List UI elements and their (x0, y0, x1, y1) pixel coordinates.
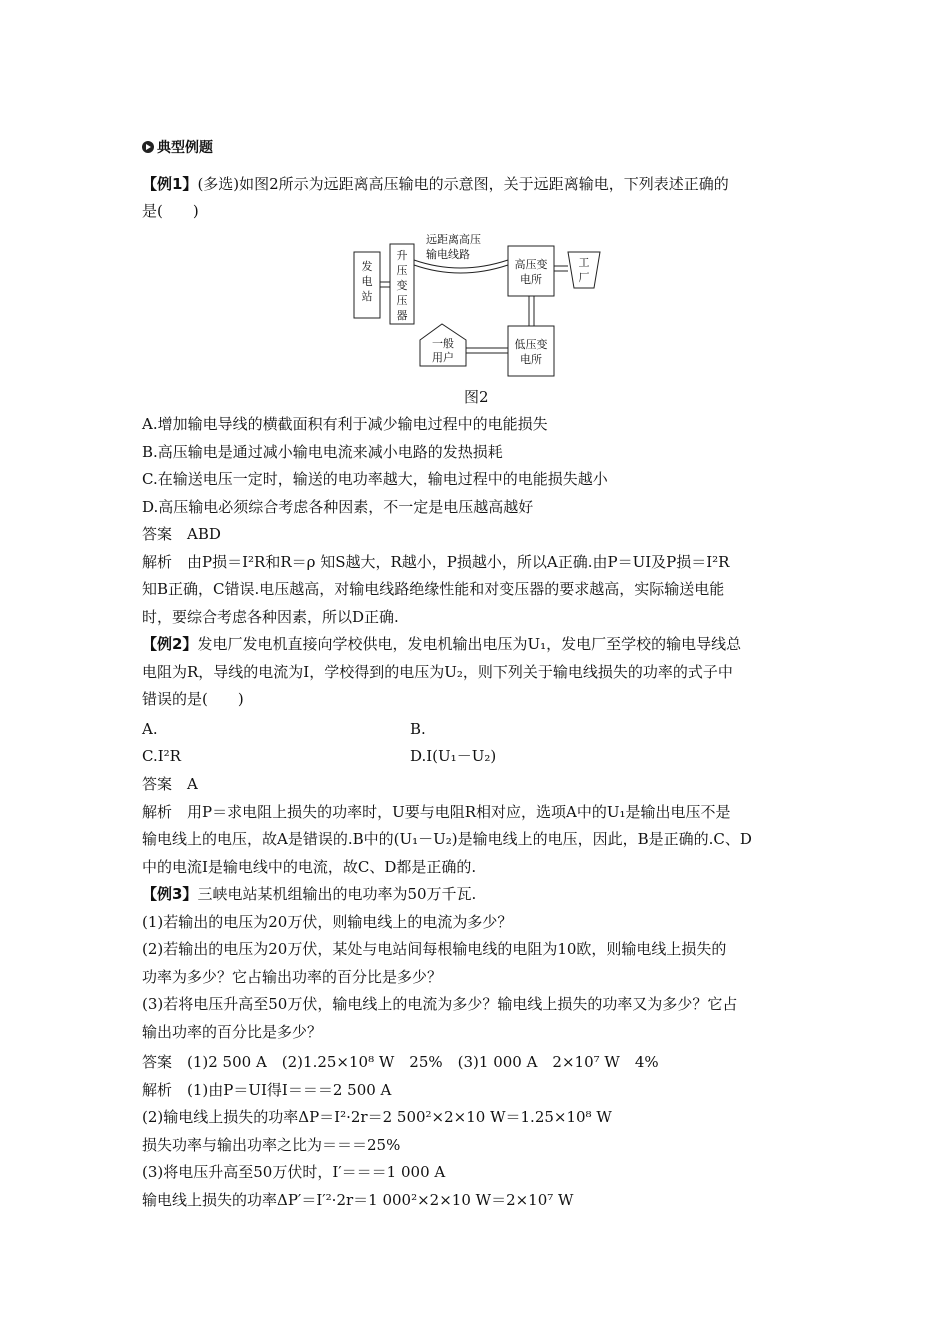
line-label-1: 远距离高压 (426, 233, 481, 246)
ex3-q1: (1)若输出的电压为20万伏，则输电线上的电流为多少？ (142, 913, 513, 931)
ex2-option-c: C.I²R (142, 747, 181, 765)
ex3-q3-line2: 输出功率的百分比是多少？ (142, 1023, 323, 1041)
ex2-analysis-2: 输电线上的电压，故A是错误的.B中的(U₁－U₂)是输电线上的电压，因此，B是正确的.C、D (142, 830, 752, 848)
ex2-analysis-1: 解析 用P＝求电阻上损失的功率时，U要与电阻R相对应，选项A中的U₁是输出电压不是 (142, 803, 731, 821)
ex1-option-a: A.增加输电导线的横截面积有利于减少输电过程中的电能损失 (142, 415, 548, 433)
ex3-analysis-1: 解析 (1)由P＝UI得I＝＝＝2 500 A (142, 1081, 392, 1099)
ex2-stem-line1: 【例2】发电厂发电机直接向学校供电，发电机输出电压为U₁，发电厂至学校的输电导线总 (142, 635, 742, 653)
lv-substation-box (508, 326, 554, 376)
ex3-q2-line1: (2)若输出的电压为20万伏，某处与电站间每根输电线的电阻为10欧，则输电线上损失的 (142, 940, 727, 958)
figure-caption: 图2 (464, 388, 489, 406)
ex1-analysis-3: 时，要综合考虑各种因素，所以D正确. (142, 608, 399, 626)
ex3-analysis-4: (3)将电压升高至50万伏时，I′＝＝＝1 000 A (142, 1163, 446, 1181)
ex3-tag: 【例3】 (142, 885, 198, 903)
play-circle-icon (142, 141, 154, 153)
ex2-option-d: D.I(U₁－U₂) (410, 747, 497, 765)
user-label-2: 用户 (432, 351, 454, 364)
power-transmission-diagram (350, 226, 610, 378)
station-label-2: 电 (361, 275, 373, 288)
ex2-analysis-3: 中的电流I是输电线中的电流，故C、D都是正确的. (142, 858, 477, 876)
lv-sub-label-2: 电所 (520, 353, 542, 366)
ex2-option-b: B. (410, 720, 426, 738)
line-label-2: 输电线路 (426, 248, 470, 261)
factory-char: 厂 (578, 271, 590, 284)
ex3-analysis-2: (2)输电线上损失的功率ΔP＝I²·2r＝2 500²×2×10 W＝1.25×10⁸ W (142, 1108, 612, 1126)
hv-sub-label-2: 电所 (520, 273, 542, 286)
hv-substation-box (508, 246, 554, 296)
ex1-stem-line2: 是( ) (142, 202, 199, 220)
ex3-analysis-3: 损失功率与输出功率之比为＝＝＝25% (142, 1136, 401, 1154)
lv-sub-label-1: 低压变 (514, 338, 548, 351)
ex3-q3-line1: (3)若将电压升高至50万伏，输电线上的电流为多少？输电线上损失的功率又为多少？它占 (142, 995, 738, 1013)
hv-sub-label-1: 高压变 (514, 258, 548, 271)
ex2-stem-line3: 错误的是( ) (142, 690, 244, 708)
ex1-option-d: D.高压输电必须综合考虑各种因素，不一定是电压越高越好 (142, 498, 534, 516)
step-up-char: 升 (396, 249, 408, 262)
step-up-char: 压 (396, 264, 408, 277)
transmission-line (414, 265, 508, 273)
ex1-analysis-2: 知B正确，C错误.电压越高，对输电线路绝缘性能和对变压器的要求越高，实际输送电能 (142, 580, 725, 598)
ex1-stem-line1: 【例1】(多选)如图2所示为远距离高压输电的示意图，关于远距离输电，下列表述正确的 (142, 175, 729, 193)
ex1-option-c: C.在输送电压一定时，输送的电功率越大，输电过程中的电能损失越小 (142, 470, 608, 488)
ex3-q2-line2: 功率为多少？它占输出功率的百分比是多少？ (142, 968, 443, 986)
ex3-analysis-5: 输电线上损失的功率ΔP′＝I′²·2r＝1 000²×2×10 W＝2×10⁷ W (142, 1191, 574, 1209)
ex1-tag: 【例1】 (142, 175, 198, 193)
ex3-stem: 【例3】三峡电站某机组输出的电功率为50万千瓦. (142, 885, 477, 903)
ex2-stem-line2: 电阻为R，导线的电流为I，学校得到的电压为U₂，则下列关于输电线损失的功率的式子中 (142, 663, 733, 681)
user-label-1: 一般 (432, 337, 454, 350)
ex1-analysis-1: 解析 由P损＝I²R和R＝ρ 知S越大，R越小，P损越小，所以A正确.由P＝UI及P损＝I²R (142, 553, 730, 571)
station-label-3: 站 (361, 290, 373, 303)
ex1-option-b: B.高压输电是通过减小输电电流来减小电路的发热损耗 (142, 443, 503, 461)
ex3-answer: 答案 (1)2 500 A (2)1.25×10⁸ W 25% (3)1 000 A 2×10⁷ W 4% (142, 1053, 659, 1071)
ex2-answer: 答案 A (142, 775, 198, 793)
ex2-tag: 【例2】 (142, 635, 198, 653)
ex1-answer: 答案 ABD (142, 525, 221, 543)
transmission-line (414, 260, 508, 268)
station-label-1: 发 (361, 260, 373, 273)
section-heading: 典型例题 (142, 138, 213, 158)
step-up-char: 器 (396, 309, 408, 322)
ex2-option-a: A. (142, 720, 158, 738)
step-up-char: 压 (396, 294, 408, 307)
ex2-option-row1 (142, 719, 158, 739)
factory-char: 工 (578, 256, 590, 269)
step-up-char: 变 (396, 279, 408, 292)
